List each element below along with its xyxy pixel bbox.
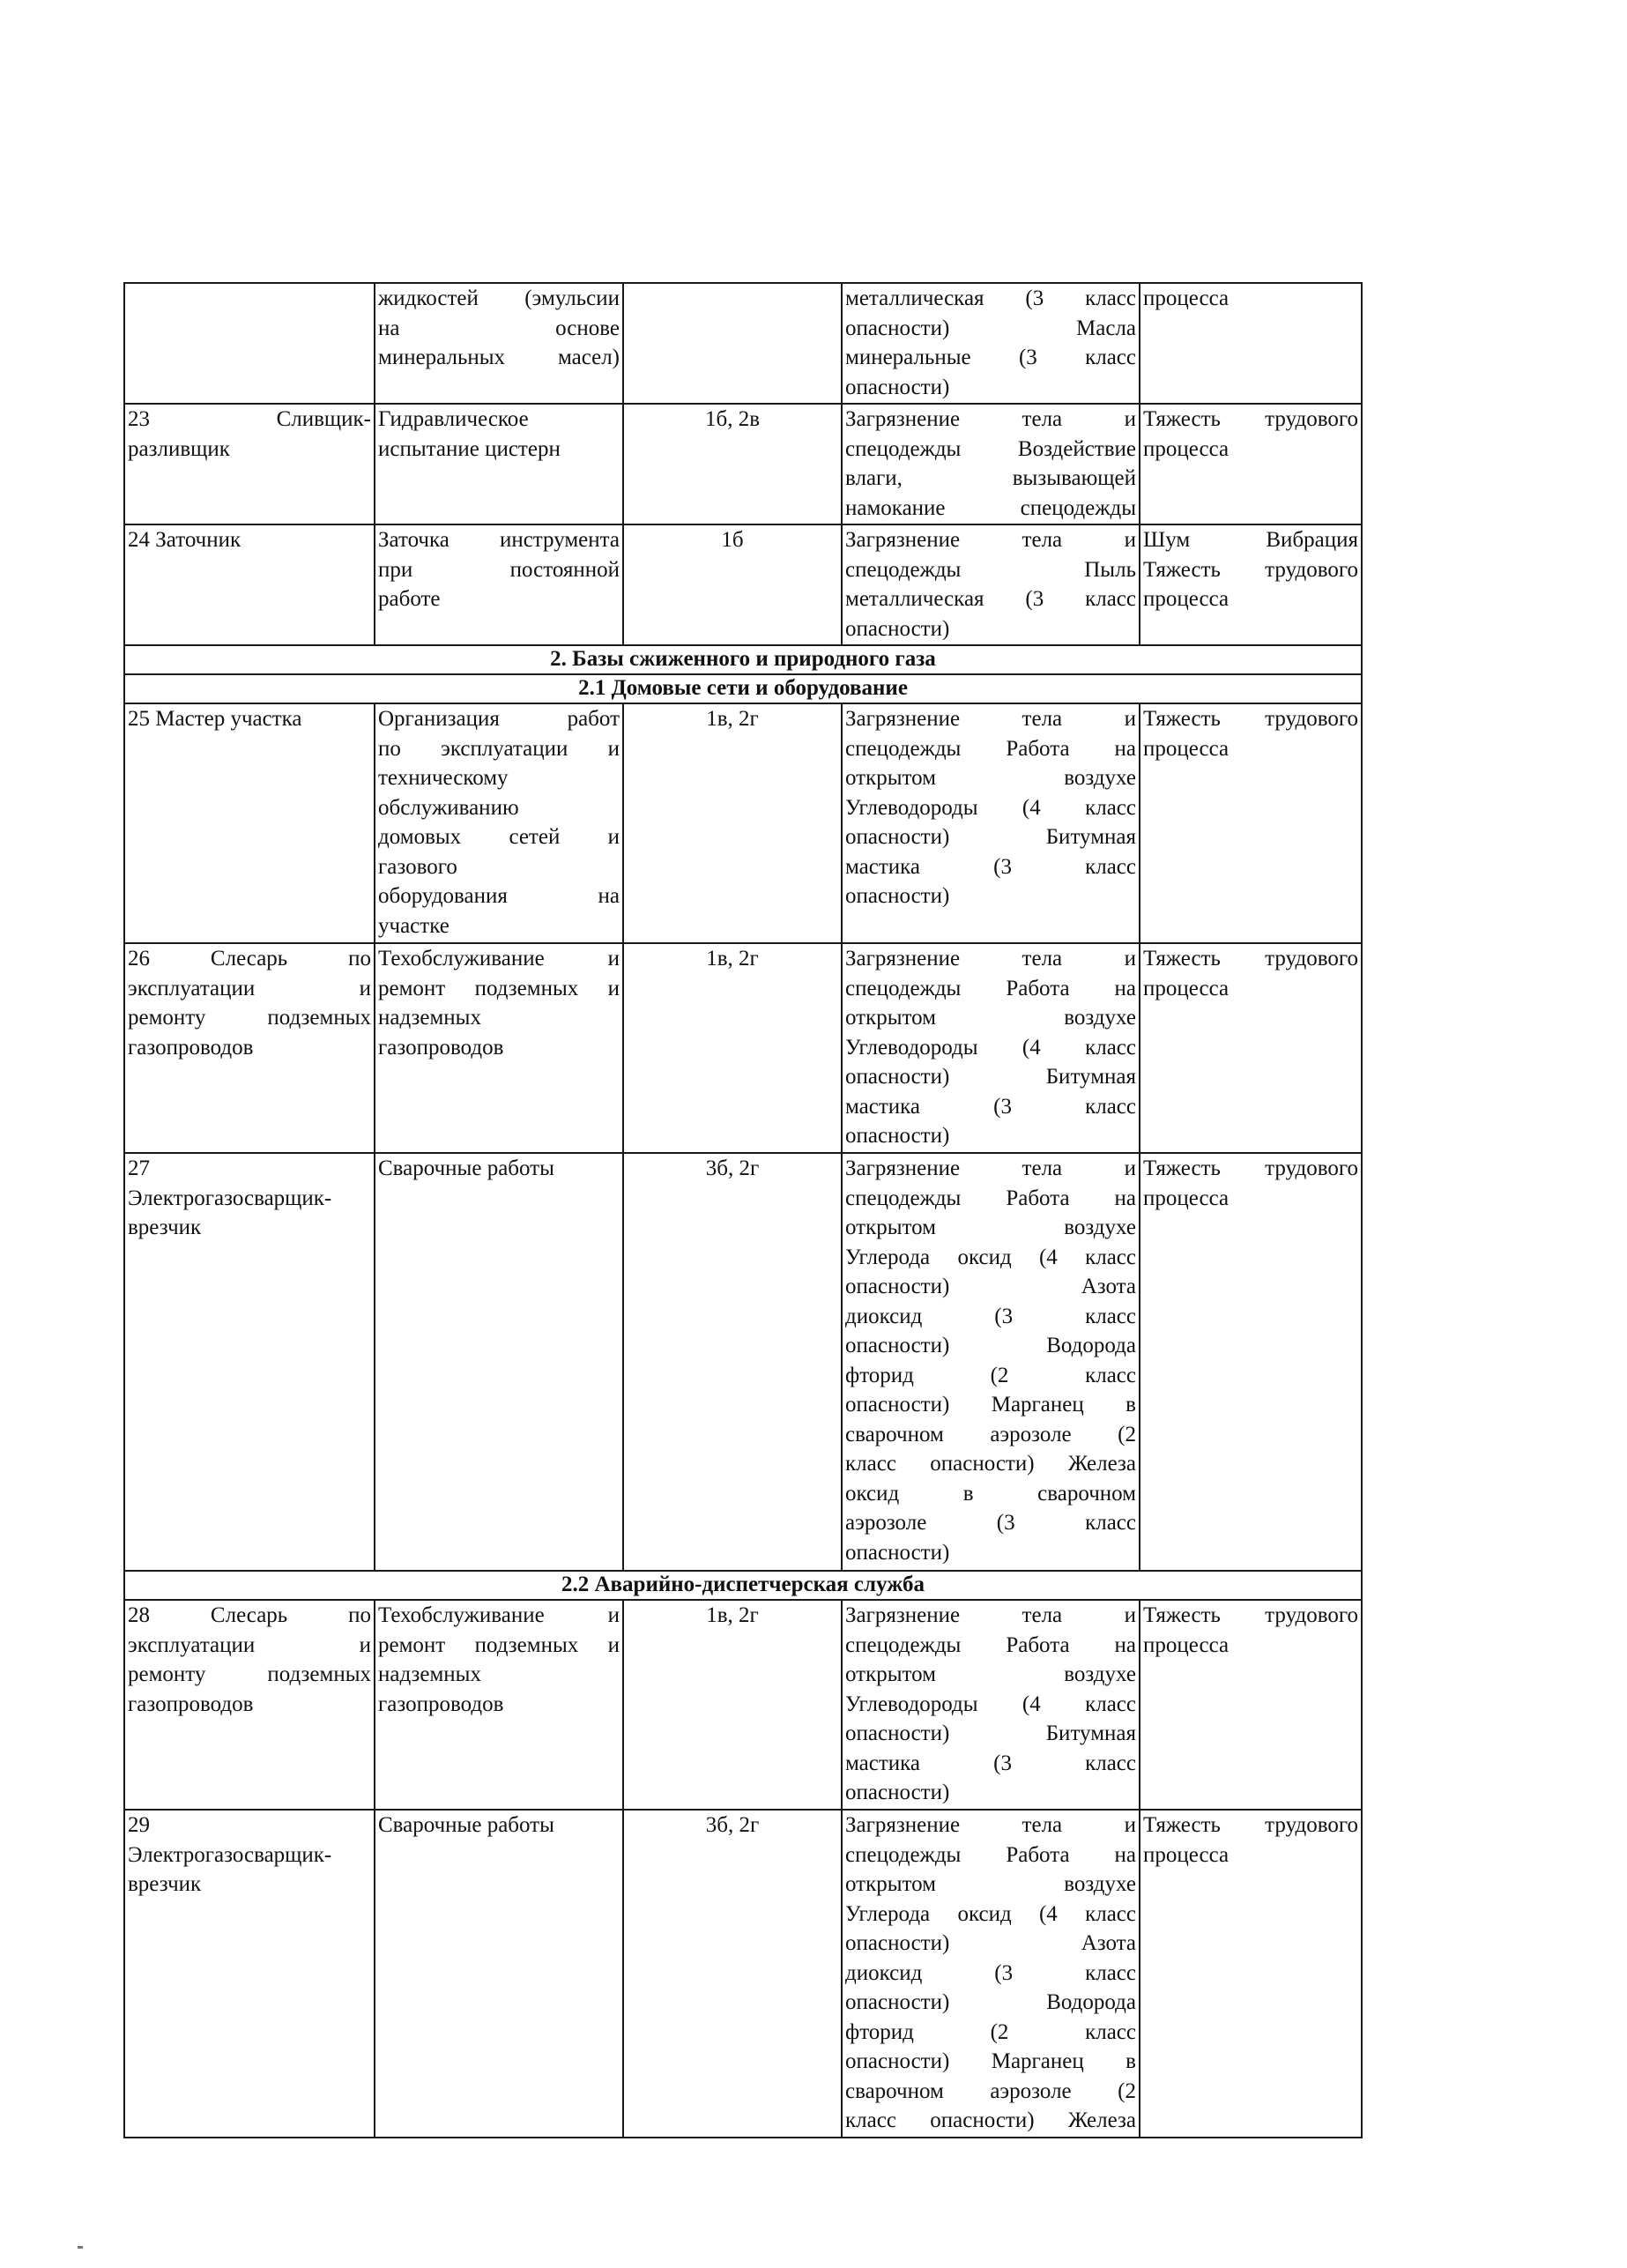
section-heading-row [124,645,1362,674]
table-row [124,943,1362,1153]
other-factors-cell: процесса [1140,283,1362,404]
working-conditions-class-cell: 1б, 2в [623,404,842,524]
harmful-factors-cell: Загрязнение тела и спецодежды Работа на открытом воздухе Углеводороды (4 класс опасности) Битумная мастика (3 класс опасности) [842,703,1140,943]
profession-cell: 28 Слесарь по эксплуатации и ремонту подземных газопроводов [124,1600,375,1810]
working-conditions-class-cell: 3б, 2г [623,1810,842,2138]
harmful-factors-cell: Загрязнение тела и спецодежды Работа на открытом воздухе Углерода оксид (4 класс опасности) Азота диоксид (3 класс опасности) Водорода фторид (2 класс опасности) Марганец в сварочном аэрозоле (2 класс опасности) Железа [842,1810,1140,2138]
work-description-cell: Сварочные работы [375,1153,623,1571]
working-conditions-class-cell: 3б, 2г [623,1153,842,1571]
table-row [124,703,1362,943]
working-conditions-class-cell: 1в, 2г [623,703,842,943]
other-factors-cell: Шум Вибрация Тяжесть трудового процесса [1140,524,1362,645]
profession-cell: 29 Электрогазосварщик- врезчик [124,1810,375,2138]
table-row [124,283,1362,404]
work-description-cell: Техобслуживание и ремонт подземных и надземных газопроводов [375,943,623,1153]
profession-cell: 24 Заточник [124,524,375,645]
other-factors-cell: Тяжесть трудового процесса [1140,943,1362,1153]
harmful-factors-cell: Загрязнение тела и спецодежды Работа на открытом воздухе Углеводороды (4 класс опасности) Битумная мастика (3 класс опасности) [842,1600,1140,1810]
harmful-factors-cell: Загрязнение тела и спецодежды Работа на открытом воздухе Углеводороды (4 класс опасности) Битумная мастика (3 класс опасности) [842,943,1140,1153]
work-description-cell: Техобслуживание и ремонт подземных и надземных газопроводов [375,1600,623,1810]
subsection-heading: 2.2 Аварийно-диспетчерская служба [124,1571,1362,1600]
work-description-cell: жидкостей (эмульсии на основе минеральных масел) [375,283,623,404]
other-factors-cell: Тяжесть трудового процесса [1140,404,1362,524]
other-factors-cell: Тяжесть трудового процесса [1140,1153,1362,1571]
section-heading: 2. Базы сжиженного и природного газа [124,645,1362,674]
work-description-cell: Сварочные работы [375,1810,623,2138]
work-description-cell: Гидравлическое испытание цистерн [375,404,623,524]
profession-cell: 27 Электрогазосварщик- врезчик [124,1153,375,1571]
table-row [124,1153,1362,1571]
harmful-factors-cell: Загрязнение тела и спецодежды Работа на открытом воздухе Углерода оксид (4 класс опасности) Азота диоксид (3 класс опасности) Водорода фторид (2 класс опасности) Марганец в сварочном аэрозоле (2 класс опасности) Железа оксид в сварочном аэрозоле (3 класс опасности) [842,1153,1140,1571]
occupational-hazards-table [123,282,1363,2138]
subsection-heading-row [124,1571,1362,1600]
working-conditions-class-cell: 1в, 2г [623,943,842,1153]
working-conditions-class-cell: 1б [623,524,842,645]
working-conditions-class-cell: 1в, 2г [623,1600,842,1810]
table-row [124,1600,1362,1810]
table-row [124,1810,1362,2138]
work-description-cell: Заточка инструмента при постоянной работе [375,524,623,645]
table-row [124,524,1362,645]
other-factors-cell: Тяжесть трудового процесса [1140,1600,1362,1810]
other-factors-cell: Тяжесть трудового процесса [1140,1810,1362,2138]
profession-cell: 25 Мастер участка [124,703,375,943]
harmful-factors-cell: Загрязнение тела и спецодежды Пыль металлическая (3 класс опасности) [842,524,1140,645]
working-conditions-class-cell [623,283,842,404]
table-row [124,404,1362,524]
scan-artifact-mark [78,2246,83,2249]
profession-cell: 23 Сливщик- разливщик [124,404,375,524]
other-factors-cell: Тяжесть трудового процесса [1140,703,1362,943]
profession-cell: 26 Слесарь по эксплуатации и ремонту подземных газопроводов [124,943,375,1153]
profession-cell [124,283,375,404]
work-description-cell: Организация работ по эксплуатации и техническому обслуживанию домовых сетей и газового оборудования на участке [375,703,623,943]
harmful-factors-cell: металлическая (3 класс опасности) Масла минеральные (3 класс опасности) [842,283,1140,404]
harmful-factors-cell: Загрязнение тела и спецодежды Воздействие влаги, вызывающей намокание спецодежды [842,404,1140,524]
subsection-heading: 2.1 Домовые сети и оборудование [124,674,1362,703]
subsection-heading-row [124,674,1362,703]
